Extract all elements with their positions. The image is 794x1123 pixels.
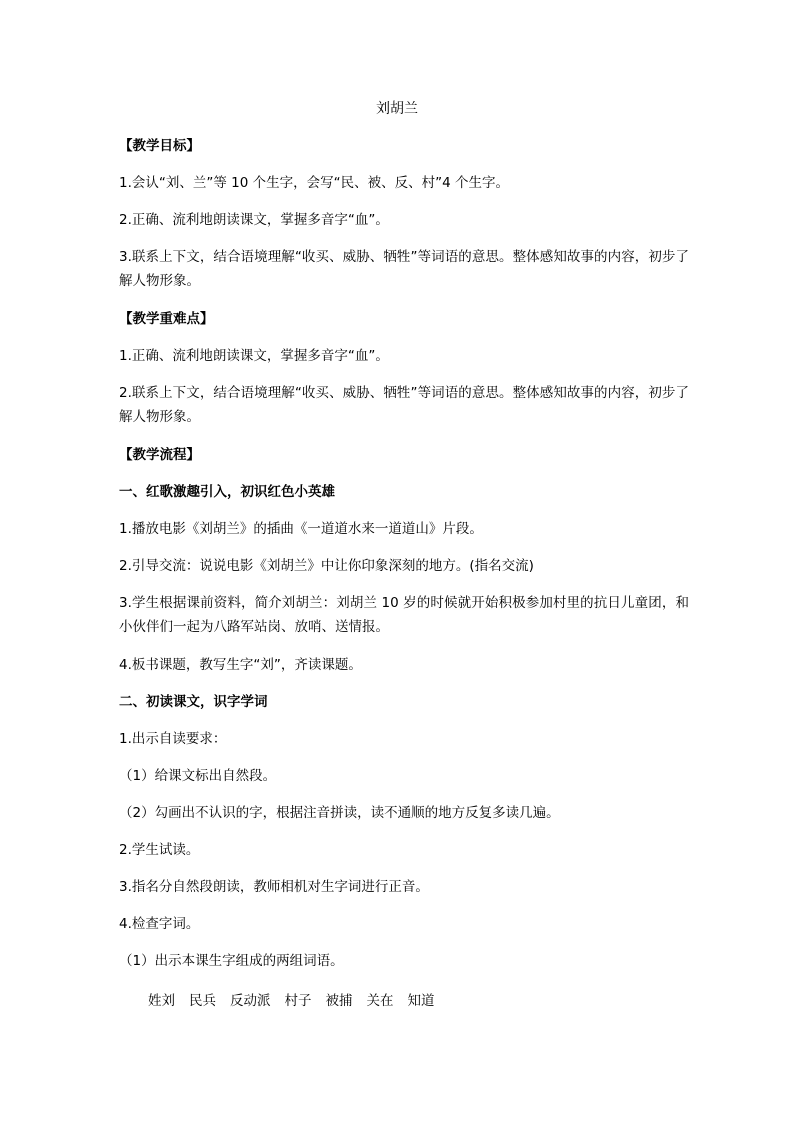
step-2-item-4a: （1）出示本课生字组成的两组词语。 xyxy=(119,953,344,969)
vocabulary-word: 民兵 xyxy=(189,993,216,1009)
section-heading-key-points: 【教学重难点】 xyxy=(119,311,214,327)
step-2-item-3: 3.指名分自然段朗读，教师相机对生字词进行正音。 xyxy=(119,879,429,895)
goal-item-1: 1.会认“刘、兰”等 10 个生字，会写“民、被、反、村”4 个生字。 xyxy=(119,175,509,191)
vocabulary-word: 关在 xyxy=(366,993,394,1009)
vocabulary-word: 被捕 xyxy=(325,993,353,1009)
step-1-item-3: 3.学生根据课前资料，简介刘胡兰：刘胡兰 10 岁的时候就开始积极参加村里的抗日儿童团，和小伙伴们一起为八路军站岗、放哨、送情报。 xyxy=(119,595,689,635)
vocabulary-word: 知道 xyxy=(407,993,435,1009)
step-1-item-1: 1.播放电影《刘胡兰》的插曲《一道道水来一道道山》片段。 xyxy=(119,521,483,537)
step-2-item-1a: （1）给课文标出自然段。 xyxy=(119,768,277,784)
key-point-1: 1.正确、流利地朗读课文，掌握多音字“血”。 xyxy=(119,348,389,364)
step-2-item-1: 1.出示自读要求： xyxy=(119,731,227,747)
step-2-item-4: 4.检查字词。 xyxy=(119,916,200,932)
key-point-2: 2.联系上下文，结合语境理解“收买、威胁、牺牲”等词语的意思。整体感知故事的内容，初步了解人物形象。 xyxy=(119,385,689,425)
step-heading-1: 一、红歌激趣引入，初识红色小英雄 xyxy=(119,484,335,500)
step-1-item-4: 4.板书课题，教写生字“刘”，齐读课题。 xyxy=(119,657,362,673)
step-1-item-2: 2.引导交流：说说电影《刘胡兰》中让你印象深刻的地方。(指名交流) xyxy=(119,558,534,574)
goal-item-3: 3.联系上下文，结合语境理解“收买、威胁、牺牲”等词语的意思。整体感知故事的内容，初步了解人物形象。 xyxy=(119,249,689,289)
section-heading-process: 【教学流程】 xyxy=(119,447,200,463)
step-2-item-1b: （2）勾画出不认识的字，根据注音拼读，读不通顺的地方反复多读几遍。 xyxy=(119,805,560,821)
document-title: 刘胡兰 xyxy=(376,101,418,117)
vocabulary-list xyxy=(148,989,435,1009)
goal-item-2: 2.正确、流利地朗读课文，掌握多音字“血”。 xyxy=(119,212,389,228)
vocabulary-word: 村子 xyxy=(284,993,312,1009)
vocabulary-word: 姓刘 xyxy=(148,993,175,1009)
step-2-item-2: 2.学生试读。 xyxy=(119,842,200,858)
section-heading-goals: 【教学目标】 xyxy=(119,138,200,154)
step-heading-2: 二、初读课文，识字学词 xyxy=(119,694,268,710)
vocabulary-word: 反动派 xyxy=(230,993,271,1009)
